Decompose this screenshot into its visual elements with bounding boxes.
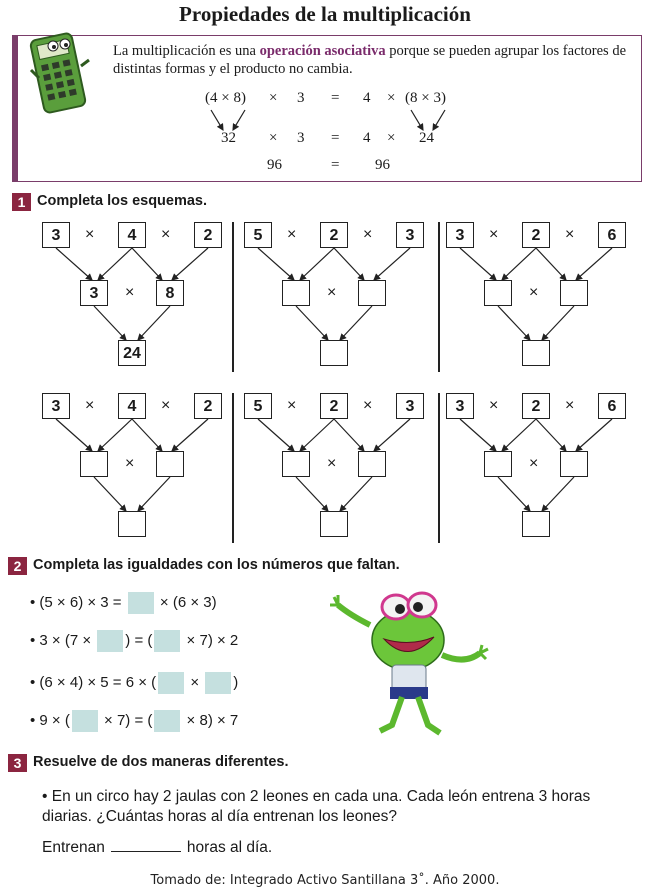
factor-box: 4 (118, 222, 146, 248)
result-input[interactable] (118, 511, 146, 537)
scheme-arrow (536, 248, 566, 280)
scheme-arrow (56, 419, 92, 451)
times-sign: × (125, 284, 135, 301)
ex-r1-b: × (269, 90, 278, 106)
partial-product-input[interactable] (282, 451, 310, 477)
times-sign: × (363, 397, 373, 414)
result-box: 24 (118, 340, 146, 366)
factor-box: 3 (446, 222, 474, 248)
factor-box: 3 (446, 393, 474, 419)
equality-item-2: • 3 × (7 × ) = ( × 7) × 2 (30, 630, 238, 652)
times-sign: × (489, 397, 499, 414)
factor-box: 6 (598, 393, 626, 419)
ex-r3-a: 96 (267, 157, 282, 173)
scheme-arrow (374, 248, 410, 280)
partial-product-input[interactable] (80, 451, 108, 477)
scheme-arrow (132, 419, 162, 451)
result-input[interactable] (522, 340, 550, 366)
ex-r1-c: 3 (297, 90, 305, 106)
scheme-arrow (258, 248, 294, 280)
factor-box: 2 (522, 222, 550, 248)
scheme-diagram (446, 222, 636, 372)
divider (438, 393, 440, 543)
source-footer: Tomado de: Integrado Activo Santillana 3˚. Año 2000. (150, 873, 500, 888)
ex-r2-d: = (331, 130, 340, 146)
scheme-arrow (94, 477, 126, 511)
scheme-arrow (94, 306, 126, 340)
answer-blank[interactable] (128, 592, 154, 614)
divider (232, 393, 234, 543)
times-sign: × (489, 226, 499, 243)
answer-blank[interactable] (205, 672, 231, 694)
factor-box: 2 (320, 222, 348, 248)
partial-product-box: 8 (156, 280, 184, 306)
ex-r2-f: × (387, 130, 396, 146)
factor-box: 5 (244, 393, 272, 419)
times-sign: × (85, 226, 95, 243)
answer-blank[interactable] (154, 630, 180, 652)
scheme-arrow (300, 248, 334, 280)
scheme-arrow (296, 306, 328, 340)
scheme-arrow (138, 477, 170, 511)
partial-product-input[interactable] (156, 451, 184, 477)
scheme-arrow (502, 248, 536, 280)
equality-item-4: • 9 × ( × 7) = ( × 8) × 7 (30, 710, 238, 732)
ex-r1-d: = (331, 90, 340, 106)
scheme-arrow (132, 248, 162, 280)
ex-r3-b: = (331, 157, 340, 173)
factor-box: 3 (396, 393, 424, 419)
scheme-arrow (172, 419, 208, 451)
times-sign: × (363, 226, 373, 243)
definition-box (12, 35, 642, 182)
answer-blank[interactable] (72, 710, 98, 732)
section-2-number: 2 (8, 557, 27, 575)
section-3-number: 3 (8, 754, 27, 772)
example-arrows (13, 36, 641, 181)
scheme-arrow (542, 306, 574, 340)
scheme-arrow (98, 419, 132, 451)
equality-item-1: • (5 × 6) × 3 = × (6 × 3) (30, 592, 217, 614)
scheme-diagram (244, 393, 434, 543)
scheme-arrow (98, 248, 132, 280)
word-problem: • En un circo hay 2 jaulas con 2 leones en cada una. Cada león entrena 3 horas diarias. ¿Cuántas horas al día entrenan los leones? (42, 788, 591, 825)
factor-box: 3 (42, 393, 70, 419)
divider (232, 222, 234, 372)
times-sign: × (327, 455, 337, 472)
factor-box: 2 (522, 393, 550, 419)
scheme-arrow (542, 477, 574, 511)
ex-r2-c: 3 (297, 130, 305, 146)
factor-box: 4 (118, 393, 146, 419)
scheme-arrow (498, 477, 530, 511)
scheme-arrow (172, 248, 208, 280)
scheme-arrow (300, 419, 334, 451)
partial-product-input[interactable] (484, 280, 512, 306)
section-1-title: Completa los esquemas. (37, 193, 208, 209)
scheme-diagram (42, 222, 232, 372)
scheme-diagram (446, 393, 636, 543)
scheme-arrow (340, 306, 372, 340)
scheme-arrow (536, 419, 566, 451)
section-2-title: Completa las igualdades con los números que faltan. (33, 557, 400, 573)
times-sign: × (565, 226, 575, 243)
section-1-number: 1 (12, 193, 31, 211)
ex-r1-a: (4 × 8) (205, 90, 246, 106)
times-sign: × (85, 397, 95, 414)
partial-product-input[interactable] (282, 280, 310, 306)
times-sign: × (565, 397, 575, 414)
ex-r2-a: 32 (221, 130, 236, 146)
scheme-arrow (138, 306, 170, 340)
answer-blank[interactable] (154, 710, 180, 732)
times-sign: × (327, 284, 337, 301)
result-input[interactable] (522, 511, 550, 537)
scheme-arrow (576, 419, 612, 451)
answer-blank[interactable] (158, 672, 184, 694)
answer-line: Entrenan horas al día. (42, 839, 273, 856)
scheme-arrow (56, 248, 92, 280)
answer-blank[interactable] (97, 630, 123, 652)
factor-box: 6 (598, 222, 626, 248)
scheme-arrow (576, 248, 612, 280)
partial-product-input[interactable] (484, 451, 512, 477)
scheme-arrow (296, 477, 328, 511)
result-input[interactable] (320, 511, 348, 537)
scheme-diagram (42, 393, 232, 543)
ex-r2-e: 4 (363, 130, 371, 146)
times-sign: × (529, 455, 539, 472)
frog-mascot-illustration (330, 585, 490, 745)
ex-r1-e: 4 (363, 90, 371, 106)
times-sign: × (529, 284, 539, 301)
partial-product-input[interactable] (560, 451, 588, 477)
page-title: Propiedades de la multiplicación (179, 2, 471, 26)
times-sign: × (287, 226, 297, 243)
times-sign: × (125, 455, 135, 472)
factor-box: 2 (194, 222, 222, 248)
scheme-arrow (498, 306, 530, 340)
factor-box: 2 (320, 393, 348, 419)
times-sign: × (161, 226, 171, 243)
divider (438, 222, 440, 372)
factor-box: 3 (396, 222, 424, 248)
scheme-arrow (460, 419, 496, 451)
factor-box: 2 (194, 393, 222, 419)
factor-box: 3 (42, 222, 70, 248)
partial-product-input[interactable] (560, 280, 588, 306)
equality-item-3: • (6 × 4) × 5 = 6 × ( × ) (30, 672, 238, 694)
ex-r1-f: × (387, 90, 396, 106)
highlight-term: operación asociativa (259, 43, 386, 59)
scheme-arrow (334, 248, 364, 280)
scheme-arrow (502, 419, 536, 451)
ex-r2-b: × (269, 130, 278, 146)
scheme-arrow (460, 248, 496, 280)
ex-r3-c: 96 (375, 157, 390, 173)
ex-r1-g: (8 × 3) (405, 90, 446, 106)
answer-input[interactable] (111, 851, 181, 852)
scheme-arrow (258, 419, 294, 451)
definition-text: La multiplicación es una operación asociativa porque se pueden agrupar los factores de distintas formas y el producto no cambia. (113, 43, 627, 77)
result-input[interactable] (320, 340, 348, 366)
scheme-arrow (340, 477, 372, 511)
times-sign: × (161, 397, 171, 414)
scheme-arrow (334, 419, 364, 451)
partial-product-input[interactable] (358, 280, 386, 306)
partial-product-input[interactable] (358, 451, 386, 477)
times-sign: × (287, 397, 297, 414)
section-3-title: Resuelve de dos maneras diferentes. (33, 754, 289, 770)
scheme-diagram (244, 222, 434, 372)
scheme-arrow (374, 419, 410, 451)
factor-box: 5 (244, 222, 272, 248)
ex-r2-g: 24 (419, 130, 434, 146)
partial-product-box: 3 (80, 280, 108, 306)
